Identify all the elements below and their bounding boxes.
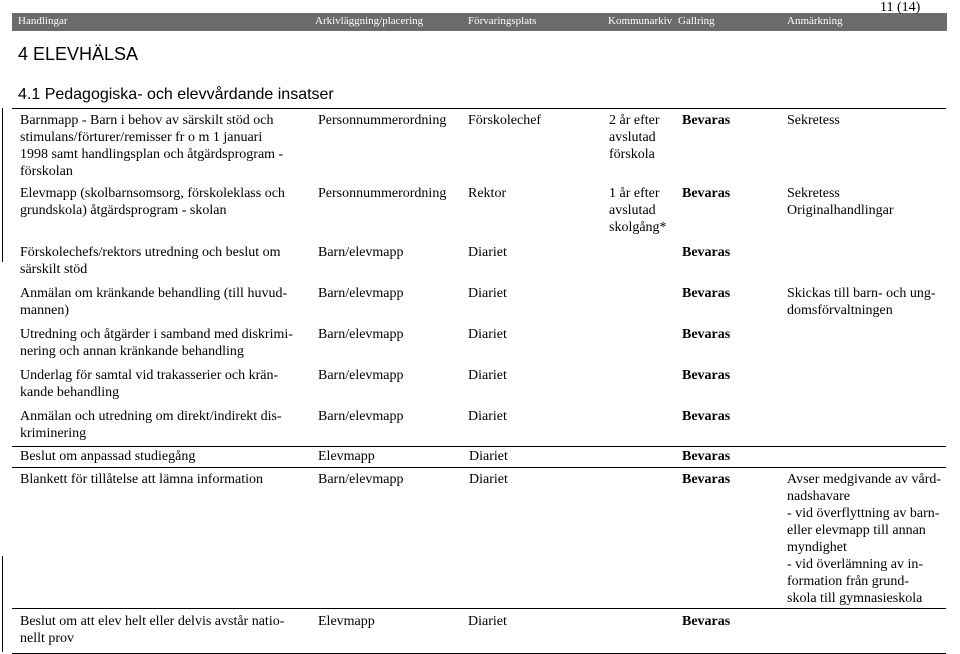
retention-cell: Bevaras [682,409,731,424]
document-name: Utredning och åtgärder i samband med diskrimi- [20,327,293,342]
archive-cell: skolgång* [609,220,667,235]
document-name: särskilt stöd [20,262,88,277]
placement-cell: Barn/elevmapp [318,245,404,260]
placement-cell: Barn/elevmapp [318,368,404,383]
table-header-bar [12,13,947,31]
section-title: 4 ELEVHÄLSA [18,44,139,64]
retention-cell: Bevaras [682,449,731,464]
document-name: grundskola) åtgärdsprogram - skolan [20,203,227,218]
remark-cell: myndighet [787,540,847,555]
document-name: Beslut om anpassad studiegång [20,449,196,464]
placement-cell: Barn/elevmapp [318,409,404,424]
remark-cell: - vid överflyttning av barn- [787,506,940,521]
retention-cell: Bevaras [682,368,731,383]
row-separator [12,467,946,468]
remark-cell: eller elevmapp till annan [787,523,926,538]
storage-cell: Diariet [468,368,507,383]
document-name: 1998 samt handlingsplan och åtgärdsprogram - [20,147,284,162]
document-name: kande behandling [20,385,120,400]
document-name: Beslut om att elev helt eller delvis avstår natio- [20,614,285,629]
storage-cell: Rektor [468,186,507,201]
document-name: mannen) [20,303,69,318]
header-forvaringsplats: Förvaringsplats [468,15,537,27]
document-name: Anmälan och utredning om direkt/indirekt dis- [20,409,282,424]
storage-cell: Diariet [469,472,508,487]
placement-cell: Personnummerordning [318,113,447,128]
retention-cell: Bevaras [682,472,731,487]
header-kommunarkiv: Kommunarkiv [608,15,673,27]
remark-cell: domsförvaltningen [787,303,893,318]
archive-cell: förskola [609,147,655,162]
document-name: Barnmapp - Barn i behov av särskilt stöd och [20,113,274,128]
retention-cell: Bevaras [682,614,731,629]
row-separator [12,608,946,609]
placement-cell: Elevmapp [318,614,375,629]
retention-cell: Bevaras [682,327,731,342]
page-number: 11 (14) [880,0,921,15]
archive-cell: avslutad [609,203,656,218]
remark-cell: skola till gymnasieskola [787,591,923,606]
revision-bar [2,108,3,262]
header-gallring: Gallring [678,15,715,27]
remark-cell: - vid överlämning av in- [787,557,924,572]
archive-cell: 2 år efter [609,113,660,128]
document-name: nellt prov [20,631,75,646]
storage-cell: Diariet [468,409,507,424]
retention-cell: Bevaras [682,245,731,260]
placement-cell: Personnummerordning [318,186,447,201]
storage-cell: Diariet [468,286,507,301]
document-name: nering och annan kränkande behandling [20,344,244,359]
storage-cell: Diariet [468,327,507,342]
placement-cell: Elevmapp [318,449,375,464]
storage-cell: Förskolechef [468,113,542,128]
document-name: Underlag för samtal vid trakasserier och krän- [20,368,279,383]
revision-bar [2,608,3,652]
header-anmarkning: Anmärkning [787,15,843,27]
header-arkivlaggning: Arkivläggning/placering [315,15,424,27]
placement-cell: Barn/elevmapp [318,327,404,342]
subsection-title: 4.1 Pedagogiska- och elevvårdande insatser [18,86,334,103]
retention-cell: Bevaras [682,186,731,201]
remark-cell: Avser medgivande av vård- [787,472,942,487]
placement-cell: Barn/elevmapp [318,472,404,487]
document-name: Blankett för tillåtelse att lämna information [20,472,263,487]
document-name: stimulans/förturer/remisser fr o m 1 januari [20,130,263,145]
remark-cell: formation från grund- [787,574,910,589]
revision-bar [2,556,3,608]
document-name: förskolan [20,164,73,179]
storage-cell: Diariet [468,245,507,260]
placement-cell: Barn/elevmapp [318,286,404,301]
document-name: Förskolechefs/rektors utredning och beslut om [20,245,281,260]
remark-cell: Sekretess [787,113,840,128]
remark-cell: Sekretess [787,186,840,201]
remark-cell: Skickas till barn- och ung- [787,286,936,301]
archive-cell: 1 år efter [609,186,660,201]
document-name: Anmälan om kränkande behandling (till huvud- [20,286,288,301]
remark-cell: Originalhandlingar [787,203,894,218]
row-separator [12,446,946,447]
document-name: Elevmapp (skolbarnsomsorg, förskoleklass och [20,186,285,201]
header-handlingar: Handlingar [18,15,68,27]
retention-cell: Bevaras [682,113,731,128]
storage-cell: Diariet [468,614,507,629]
remark-cell: nadshavare [787,489,850,504]
retention-cell: Bevaras [682,286,731,301]
archive-cell: avslutad [609,130,656,145]
storage-cell: Diariet [469,449,508,464]
document-name: kriminering [20,426,87,441]
